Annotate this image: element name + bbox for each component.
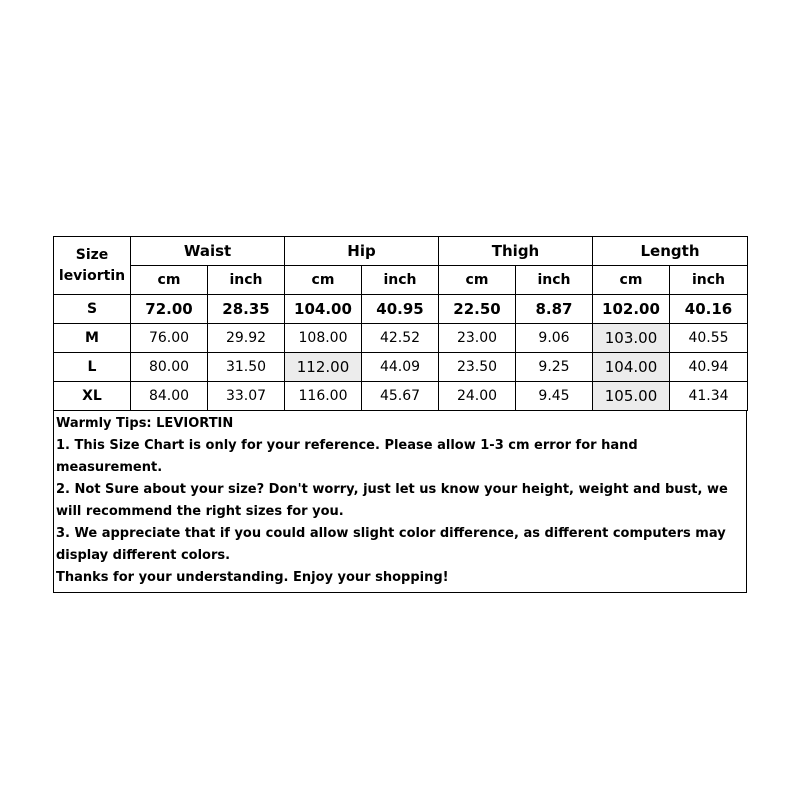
table-row [54,295,748,324]
table-row [54,324,748,353]
value-cell: 76.00 [131,324,208,353]
unit-header: cm [285,266,362,295]
value-cell: 31.50 [208,353,285,382]
value-cell: 44.09 [362,353,439,382]
size-cell: M [54,324,131,353]
unit-header: inch [208,266,285,295]
tip-line: 2. Not Sure about your size? Don't worry, just let us know your height, weight and bust, we will recommend the right sizes for you. [56,482,728,519]
value-cell: 80.00 [131,353,208,382]
value-cell: 84.00 [131,382,208,411]
size-header-cell [54,237,131,295]
header-row-units [54,266,748,295]
value-cell: 41.34 [670,382,748,411]
value-cell: 22.50 [439,295,516,324]
value-cell: 108.00 [285,324,362,353]
group-header-waist: Waist [131,237,285,266]
unit-header: inch [670,266,748,295]
value-cell: 116.00 [285,382,362,411]
value-cell: 33.07 [208,382,285,411]
value-cell: 9.06 [516,324,593,353]
value-cell: 112.00 [285,353,362,382]
tip-line: 3. We appreciate that if you could allow slight color difference, as different computers may display different colors. [56,526,726,563]
unit-header: inch [362,266,439,295]
unit-header: inch [516,266,593,295]
tip-line: 1. This Size Chart is only for your reference. Please allow 1-3 cm error for hand measurement. [56,438,638,475]
tips-closing: Thanks for your understanding. Enjoy your shopping! [56,570,449,585]
value-cell: 104.00 [285,295,362,324]
group-header-length: Length [593,237,748,266]
value-cell: 42.52 [362,324,439,353]
table-row [54,382,748,411]
unit-header: cm [593,266,670,295]
group-header-hip: Hip [285,237,439,266]
size-cell: L [54,353,131,382]
tips-box [53,411,747,593]
size-chart [53,236,747,593]
value-cell: 45.67 [362,382,439,411]
value-cell: 28.35 [208,295,285,324]
table-row [54,353,748,382]
group-header-thigh: Thigh [439,237,593,266]
value-cell: 102.00 [593,295,670,324]
size-header-label: Size [75,246,109,263]
value-cell: 23.00 [439,324,516,353]
value-cell: 9.45 [516,382,593,411]
value-cell: 9.25 [516,353,593,382]
value-cell: 40.95 [362,295,439,324]
value-cell: 72.00 [131,295,208,324]
value-cell: 24.00 [439,382,516,411]
size-cell: XL [54,382,131,411]
value-cell: 40.94 [670,353,748,382]
value-cell: 105.00 [593,382,670,411]
value-cell: 103.00 [593,324,670,353]
value-cell: 40.16 [670,295,748,324]
size-cell: S [54,295,131,324]
value-cell: 40.55 [670,324,748,353]
value-cell: 29.92 [208,324,285,353]
unit-header: cm [439,266,516,295]
size-table [53,236,748,411]
tips-title: Warmly Tips: LEVIORTIN [56,416,234,431]
value-cell: 23.50 [439,353,516,382]
size-header-brand: leviortin [58,267,126,284]
value-cell: 104.00 [593,353,670,382]
value-cell: 8.87 [516,295,593,324]
unit-header: cm [131,266,208,295]
header-row-groups [54,237,748,266]
